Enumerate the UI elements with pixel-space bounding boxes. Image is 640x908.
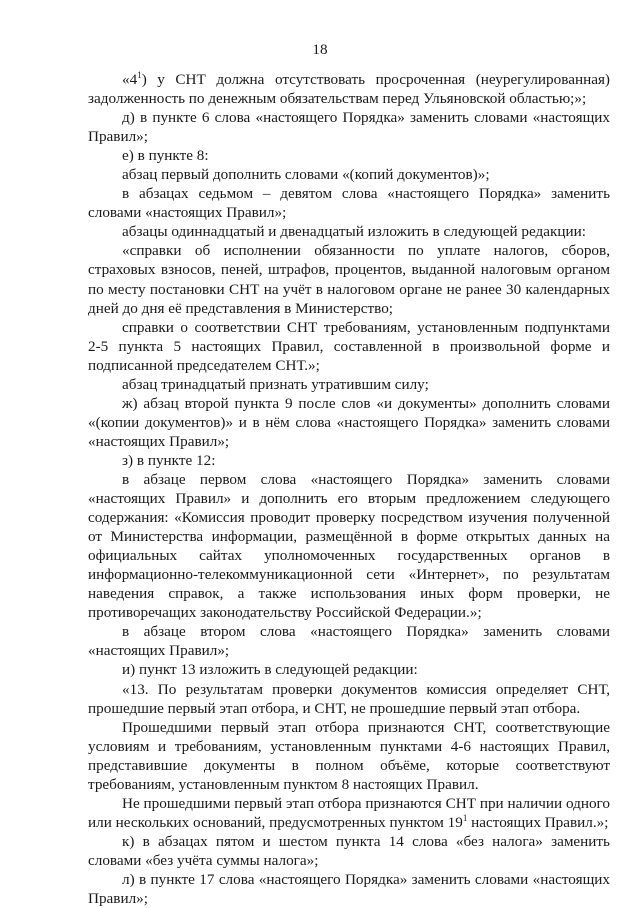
paragraph: л) в пункте 17 слова «настоящего Порядка» заменить словами «настоящих Правил»; [88,870,610,908]
paragraph: Прошедшими первый этап отбора признаются СНТ, соответствующие условиям и требованиям, установленным пунктами 4-6 настоящих Правил, представившие документы в полном объёме, которые соответствуют требованиям, установленным пунктом 8 настоящих Правил. [88,718,610,793]
paragraph: к) в абзацах пятом и шестом пункта 14 слова «без налога» заменить словами «без учёта суммы налога»; [88,832,610,869]
superscript: 1 [462,812,468,823]
paragraph: «13. По результатам проверки документов комиссия определяет СНТ, прошедшие первый этап отбора, и СНТ, не прошедшие первый этап отбора. [88,680,610,717]
superscript: 1 [137,69,142,80]
paragraph: и) пункт 13 изложить в следующей редакции: [122,661,418,679]
paragraph: ж) абзац второй пункта 9 после слов «и документы» дополнить словами «(копии документов)» и в нём слова «настоящего Порядка» заменить словами «настоящих Правил»; [88,394,610,450]
paragraph: абзацы одиннадцатый и двенадцатый изложить в следующей редакции: [122,223,586,241]
paragraph: в абзаце первом слова «настоящего Порядка» заменить словами «настоящих Правил» и дополнить его вторым предложением следующего содержания: «Комиссия проводит проверку посредством изучения полученной от Министерства информации, размещённой в форме открытых данных на официальных сайтах уполномоченных государственных органов в информационно-телекоммуникационной сети «Интернет», по результатам наведения справок, а также использования иных форм проверки, не противоречащих законодательству Российской Федерации.»; [88,470,610,622]
paragraph: е) в пункте 8: [122,147,209,165]
paragraph: справки о соответствии СНТ требованиям, установленным подпунктами 2-5 пункта 5 настоящих Правил, составленной в произвольной форме и подписанной председателем СНТ.»; [88,318,610,374]
paragraph: абзац тринадцатый признать утратившим силу; [122,375,429,393]
page-number: 18 [312,41,328,58]
paragraph: абзац первый дополнить словами «(копий документов)»; [122,166,490,184]
paragraph: в абзаце втором слова «настоящего Порядка» заменить словами «настоящих Правил»; [88,623,610,660]
paragraph-item-19-1: Не прошедшими первый этап отбора признаются СНТ при наличии одного или нескольких оснований, предусмотренных пунктом $19^1$ настоящих Правил.»; [88,794,610,831]
document-body [88,70,610,908]
paragraph: д) в пункте 6 слова «настоящего Порядка» заменить словами «настоящих Правил»; [88,109,610,146]
paragraph: «справки об исполнении обязанности по уплате налогов, сборов, страховых взносов, пеней, штрафов, процентов, выданной налоговым органом по месту постановки СНТ на учёт в налоговом органе не ранее 30 календарных дней до дня её представления в Министерство; [88,242,610,317]
paragraph: з) в пункте 12: [122,451,216,469]
paragraph-item-4-1: «$4^1$) у СНТ должна отсутствовать просроченная (неурегулированная) задолженность по денежным обязательствам перед Ульяновской областью;»; [88,69,610,108]
paragraph: в абзацах седьмом – девятом слова «настоящего Порядка» заменить словами «настоящих Правил»; [88,185,610,222]
